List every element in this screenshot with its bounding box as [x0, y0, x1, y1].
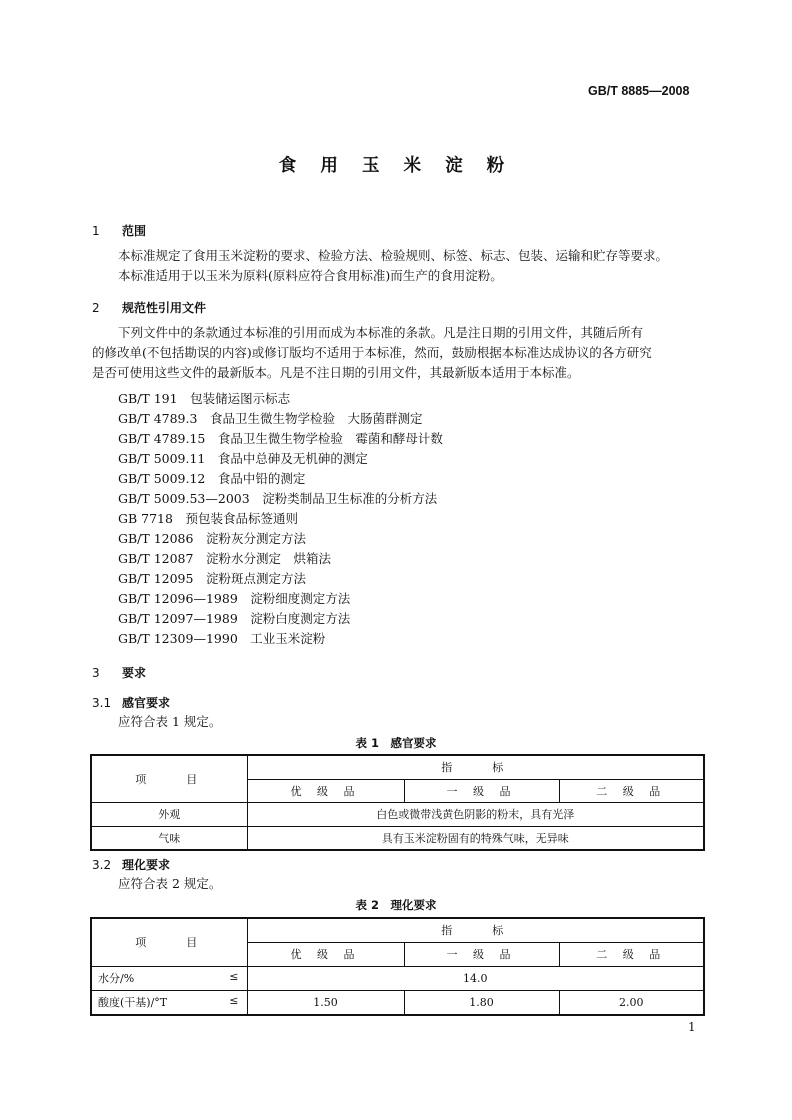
- row-item: 水分/%: [98, 972, 135, 985]
- reference-title: 淀粉斑点测定方法: [205, 571, 306, 586]
- reference-item: [118, 629, 325, 647]
- reference-code: GB/T 191: [118, 391, 178, 406]
- section-2-para-line-1: 下列文件中的条款通过本标准的引用而成为本标准的条款。凡是注日期的引用文件，其随后所有: [118, 325, 644, 340]
- reference-code: GB/T 4789.15: [118, 431, 206, 446]
- reference-title: 食品卫生微生物学检验 大肠菌群测定: [209, 411, 423, 426]
- section-number: 3.1: [92, 696, 112, 710]
- section-1-para-1: 本标准规定了食用玉米淀粉的要求、检验方法、检验规则、标签、标志、包装、运输和贮存等要求。: [118, 248, 669, 263]
- standard-code: GB/T 8885—2008: [588, 84, 690, 98]
- grade-header: 优 级 品: [247, 942, 404, 966]
- section-3-2-heading: [92, 856, 170, 873]
- table-header-item: 项 目: [91, 755, 247, 802]
- reference-title: 食品卫生微生物学检验 霉菌和酵母计数: [217, 431, 443, 446]
- section-1-para-2: 本标准适用于以玉米为原料(原料应符合食用标准)而生产的食用淀粉。: [118, 268, 503, 283]
- reference-code: GB/T 5009.12: [118, 471, 206, 486]
- reference-code: GB/T 12097—1989: [118, 611, 238, 626]
- section-number: 3.2: [92, 858, 112, 872]
- row-value: 白色或微带浅黄色阴影的粉末，具有光泽: [247, 802, 704, 826]
- row-value: 1.80: [404, 990, 559, 1015]
- table-row: [91, 826, 704, 850]
- document-title: 食 用 玉 米 淀 粉: [278, 156, 514, 176]
- table-row: [91, 802, 704, 826]
- reference-code: GB/T 12086: [118, 531, 194, 546]
- reference-code: GB/T 5009.53—2003: [118, 491, 250, 506]
- table-1: [90, 754, 705, 851]
- table-row: [91, 966, 704, 990]
- reference-title: 淀粉细度测定方法: [250, 591, 351, 606]
- section-1-heading: [92, 222, 146, 239]
- section-number: 2: [92, 301, 100, 315]
- reference-item: [118, 549, 331, 567]
- section-title: 理化要求: [122, 858, 171, 872]
- section-title: 范围: [122, 224, 147, 238]
- section-2-para-line-3: 是否可使用这些文件的最新版本。凡是不注日期的引用文件，其最新版本适用于本标准。: [92, 365, 580, 380]
- reference-item: [118, 449, 368, 467]
- grade-header: 一 级 品: [404, 779, 559, 802]
- less-equal-sign: ≤: [229, 994, 239, 1008]
- section-number: 1: [92, 224, 100, 238]
- reference-code: GB/T 12309—1990: [118, 631, 238, 646]
- section-2-heading: [92, 299, 206, 316]
- row-value: 具有玉米淀粉固有的特殊气味，无异味: [247, 826, 704, 850]
- less-equal-sign: ≤: [229, 970, 239, 983]
- reference-item: [118, 609, 350, 627]
- section-3-1-heading: [92, 694, 170, 711]
- reference-title: 淀粉类制品卫生标准的分析方法: [262, 491, 438, 506]
- reference-title: 淀粉灰分测定方法: [205, 531, 306, 546]
- section-2-para-line-2: 的修改单(不包括勘误的内容)或修订版均不适用于本标准，然而，鼓励根据本标准达成协议的各方研究: [92, 345, 652, 360]
- row-value: 2.00: [559, 990, 704, 1015]
- row-item: 外观: [91, 802, 247, 826]
- grade-header: 一 级 品: [404, 942, 559, 966]
- row-item: 气味: [91, 826, 247, 850]
- reference-title: 淀粉水分测定 烘箱法: [205, 551, 331, 566]
- section-title: 规范性引用文件: [122, 301, 207, 315]
- reference-item: [118, 429, 443, 447]
- reference-title: 淀粉白度测定方法: [250, 611, 351, 626]
- reference-code: GB/T 12095: [118, 571, 194, 586]
- reference-item: [118, 509, 298, 527]
- row-value: 1.50: [247, 990, 404, 1015]
- table-header-item: 项 目: [91, 918, 247, 966]
- table-header-index: 指 标: [247, 918, 704, 942]
- reference-title: 工业玉米淀粉: [250, 631, 326, 646]
- row-item-cell: [91, 990, 247, 1015]
- reference-title: 食品中总砷及无机砷的测定: [217, 451, 368, 466]
- reference-code: GB 7718: [118, 511, 173, 526]
- reference-title: 食品中铅的测定: [217, 471, 306, 486]
- table-1-caption: 表 1 感官要求: [355, 736, 437, 750]
- reference-item: [118, 529, 306, 547]
- section-title: 感官要求: [122, 696, 171, 710]
- reference-title: 预包装食品标签通则: [185, 511, 298, 526]
- row-item-cell: [91, 966, 247, 990]
- reference-title: 包装储运图示标志: [190, 391, 291, 406]
- grade-header: 二 级 品: [559, 779, 704, 802]
- table-row: [91, 990, 704, 1015]
- reference-item: [118, 469, 305, 487]
- section-title: 要求: [122, 666, 147, 680]
- grade-header: 二 级 品: [559, 942, 704, 966]
- reference-code: GB/T 4789.3: [118, 411, 198, 426]
- reference-code: GB/T 12096—1989: [118, 591, 238, 606]
- row-value: 14.0: [247, 966, 704, 990]
- page-number: 1: [688, 1020, 696, 1034]
- table-2: [90, 917, 705, 1016]
- table-header-index: 指 标: [247, 755, 704, 779]
- grade-header: 优 级 品: [247, 779, 404, 802]
- section-3-1-text: 应符合表 1 规定。: [118, 714, 222, 729]
- reference-item: [118, 589, 350, 607]
- reference-item: [118, 409, 422, 427]
- row-item: 酸度(干基)/°T: [98, 996, 168, 1010]
- reference-code: GB/T 5009.11: [118, 451, 206, 466]
- table-2-caption: 表 2 理化要求: [355, 898, 437, 912]
- reference-code: GB/T 12087: [118, 551, 194, 566]
- reference-item: [118, 389, 290, 407]
- section-number: 3: [92, 666, 100, 680]
- section-3-2-text: 应符合表 2 规定。: [118, 876, 222, 891]
- section-3-heading: [92, 664, 146, 681]
- reference-item: [118, 489, 437, 507]
- reference-item: [118, 569, 306, 587]
